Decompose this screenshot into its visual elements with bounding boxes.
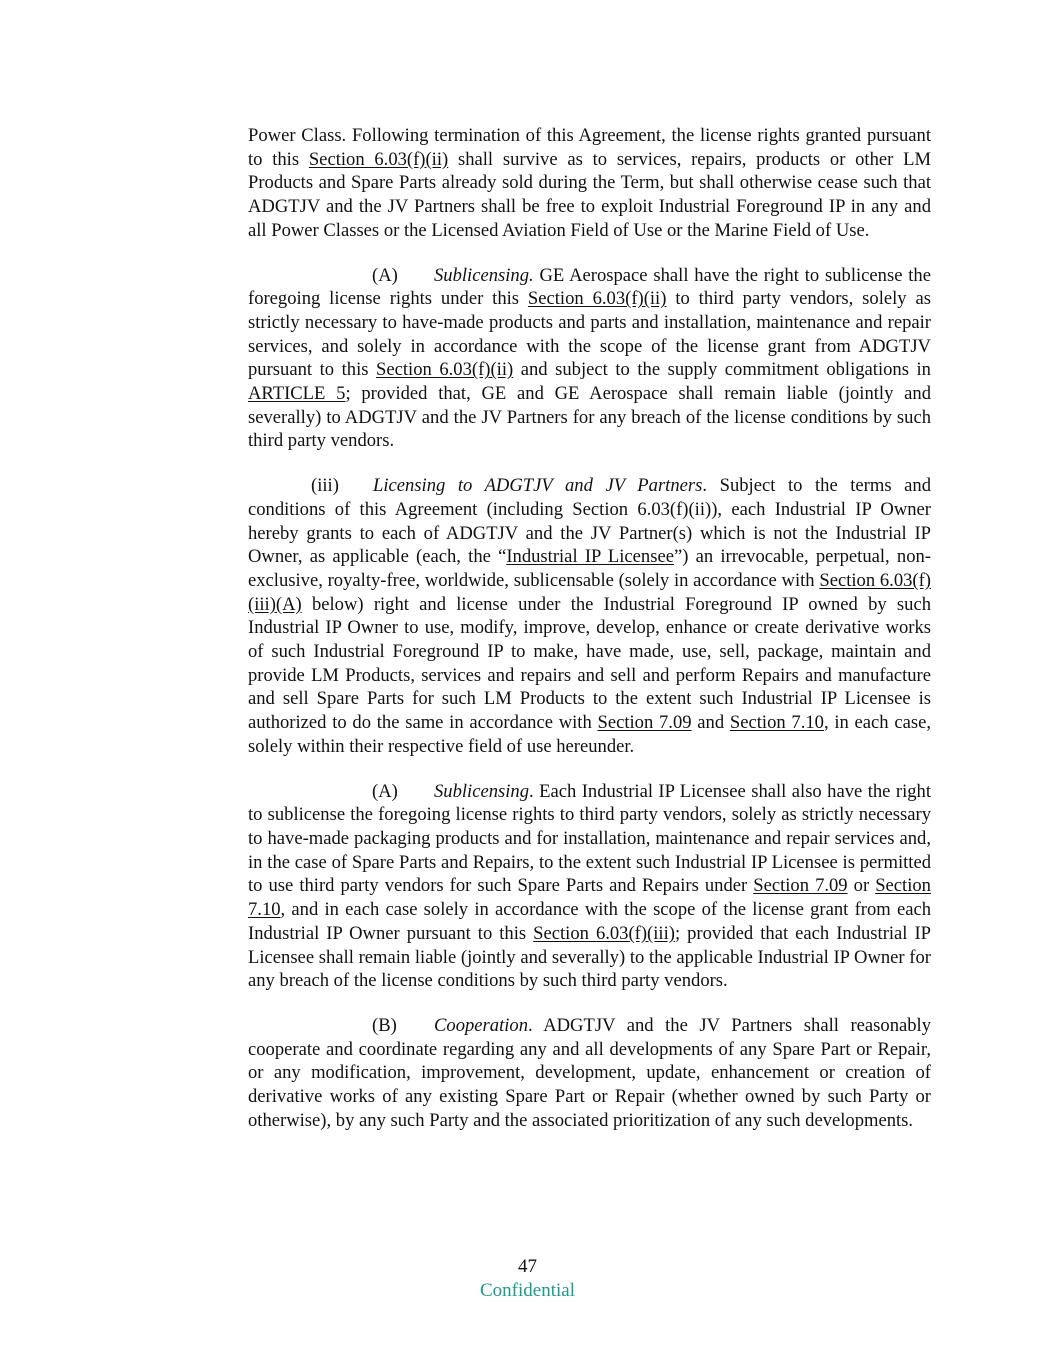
- clause-heading: Sublicensing.: [434, 264, 534, 286]
- section-reference: Section 7.09: [753, 875, 848, 897]
- text-run: ; provided that each Industrial IP Licensee shall remain liable (jointly and severally) to the applicable Industrial IP Owner for any breach of the license conditions by such third party vendors.: [248, 922, 932, 992]
- clause-heading: Licensing to ADGTJV and JV Partners: [373, 475, 703, 497]
- article-reference: ARTICLE 5: [248, 383, 346, 405]
- confidential-label: Confidential: [480, 1280, 575, 1301]
- document-body: [248, 124, 931, 1153]
- text-run: and subject to the supply commitment obligations in: [513, 359, 931, 381]
- clause-marker: (B): [372, 1014, 397, 1036]
- section-reference: Section 6.03(f)(ii): [376, 359, 514, 381]
- section-reference: Section 6.03(f)(ii): [308, 148, 449, 170]
- text-run: ; provided that, GE and GE Aerospace shall remain liable (jointly and severally) to ADGTJV and the JV Partners for any breach of the license conditions by such third party vendors.: [248, 383, 931, 452]
- clause-heading: Sublicensing: [434, 780, 530, 802]
- text-run: and: [691, 712, 730, 734]
- text-run: ”) an irrevocable, perpetual, non-exclusive, royalty-free, worldwide, sublicensable (solely in accordance with: [248, 546, 931, 591]
- text-run: GE Aerospace shall have the right to sublicense the foregoing license rights under this: [248, 264, 931, 310]
- paragraph-sublicensing-ge: [248, 264, 931, 454]
- text-run: . Each Industrial IP Licensee shall also have the right to sublicense the foregoing license rights to third party vendors, solely as strictly necessary to have-made packaging products and for installation, maintenance and repair services and, in the case of Spare Parts and Repairs, to the extent such Industrial IP Licensee is permitted to use third party vendors for such Spare Parts and Repairs under: [248, 780, 931, 897]
- section-reference: Section 6.03(f)(iii)(A): [248, 569, 931, 615]
- text-run: . Subject to the terms and conditions of this Agreement (including Section 6.03(f)(ii)), each Industrial IP Owner hereby grants to each of ADGTJV and the JV Partner(s) which is not the Industrial IP Owner, as applicable (each, the “: [248, 475, 931, 568]
- text-run: Power Class. Following termination of this Agreement, the license rights granted pursuant to this: [248, 125, 931, 170]
- section-reference: Section 6.03(f)(iii): [533, 922, 675, 944]
- paragraph-cooperation: [248, 1014, 931, 1133]
- text-run: . ADGTJV and the JV Partners shall reasonably cooperate and coordinate regarding any and all developments of any Spare Part or Repair, or any modification, improvement, development, update, enhancement or creation of derivative works of any existing Spare Part or Repair (whether owned by such Party or otherwise), by any such Party and the associated prioritization of any such developments.: [248, 1014, 931, 1131]
- paragraph-power-class: [248, 124, 931, 243]
- paragraph-licensing-adgtjv: [248, 474, 931, 758]
- clause-marker: (A): [372, 780, 398, 802]
- text-run: to third party vendors, solely as strictly necessary to have-made products and parts and installation, maintenance and repair services, and solely in accordance with the scope of the license grant from ADGTJV pursuant to this: [248, 288, 931, 381]
- defined-term: Industrial IP Licensee: [506, 546, 674, 568]
- section-reference: Section 7.10: [248, 875, 931, 921]
- text-run: below) right and license under the Industrial Foreground IP owned by such Industrial IP Owner to use, modify, improve, develop, enhance or create derivative works of such Industrial Foreground IP to make, have made, use, sell, package, maintain and provide LM Products, services and repairs and sell and perform Repairs and manufacture and sell Spare Parts for such LM Products to the extent such Industrial IP Licensee is authorized to do the same in accordance with: [248, 593, 931, 734]
- clause-marker: (A): [372, 264, 398, 286]
- clause-marker: (iii): [311, 475, 339, 497]
- clause-heading: Cooperation: [434, 1014, 529, 1036]
- paragraph-sublicensing-licensee: [248, 780, 931, 993]
- text-run: , and in each case solely in accordance with the scope of the license grant from each Industrial IP Owner pursuant to this: [248, 899, 931, 944]
- text-run: shall survive as to services, repairs, products or other LM Products and Spare Parts already sold during the Term, but shall otherwise cease such that ADGTJV and the JV Partners shall be free to exploit Industrial Foreground IP in any and all Power Classes or the Licensed Aviation Field of Use or the Marine Field of Use.: [248, 148, 931, 241]
- section-reference: Section 6.03(f)(ii): [527, 288, 667, 310]
- section-reference: Section 7.09: [597, 712, 692, 734]
- page-number: 47: [518, 1256, 537, 1277]
- text-run: or: [847, 875, 876, 897]
- text-run: , in each case, solely within their respective field of use hereunder.: [248, 712, 931, 757]
- section-reference: Section 7.10: [729, 712, 824, 734]
